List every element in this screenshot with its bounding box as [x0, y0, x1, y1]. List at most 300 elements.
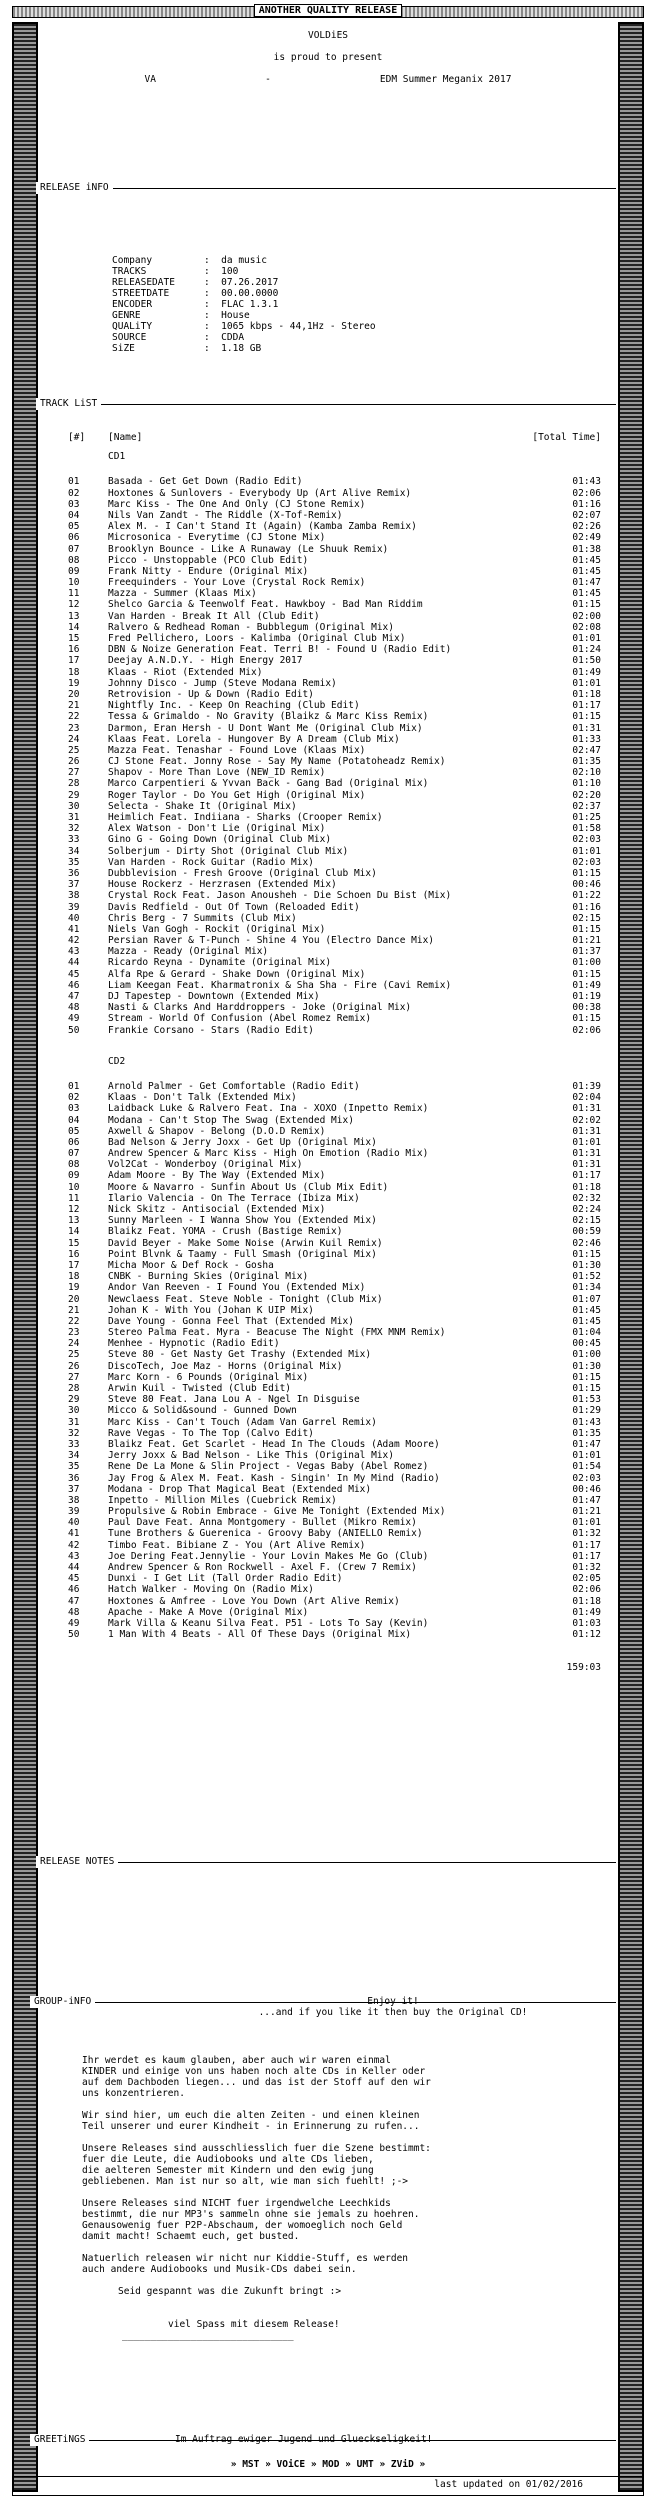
track-title: Rave Vegas - To The Top (Calvo Edit)	[108, 1427, 314, 1439]
track-number: 26	[68, 756, 80, 768]
track-title: Modana - Drop That Magical Beat (Extended Mix)	[108, 1483, 372, 1495]
track-title: Frankie Corsano - Stars (Radio Edit)	[108, 1024, 314, 1036]
track-row	[68, 1025, 601, 1036]
track-row	[68, 1282, 601, 1293]
track-title: Nils Van Zandt - The Riddle (X-Tof-Remix)	[108, 509, 343, 521]
track-title: Stereo Palma Feat. Myra - Beacuse The Night (FMX MNM Remix)	[108, 1327, 446, 1339]
track-time: 01:47	[572, 577, 601, 589]
track-title: DBN & Noize Generation Feat. Terri B! - Found U (Radio Edit)	[108, 644, 452, 656]
track-number: 43	[68, 946, 80, 958]
track-title: Point Blvnk & Taamy - Full Smash (Original Mix)	[108, 1248, 377, 1260]
track-number: 11	[68, 588, 80, 600]
track-number: 19	[68, 1282, 80, 1294]
left-pattern-column	[12, 22, 38, 2492]
track-title: Marc Korn - 6 Pounds (Original Mix)	[108, 1371, 309, 1383]
track-row	[68, 622, 601, 633]
group-info-line: gebliebenen. Man ist nur so alt, wie man sich fuehlt! ;->	[82, 2176, 409, 2187]
release-info-row: TRACKS : 100	[112, 266, 376, 277]
track-row	[68, 913, 601, 924]
track-title: Vol2Cat - Wonderboy (Original Mix)	[108, 1159, 303, 1171]
track-row	[68, 1551, 601, 1562]
track-row	[68, 1361, 601, 1372]
track-time: 02:49	[572, 532, 601, 544]
track-number: 14	[68, 1226, 80, 1238]
track-row	[68, 689, 601, 700]
release-info-key: SiZE	[112, 343, 135, 354]
track-number: 03	[68, 498, 80, 510]
total-time-row	[68, 1662, 601, 1673]
track-time: 01:45	[572, 1315, 601, 1327]
track-title: Dubblevision - Fresh Groove (Original Club Mix)	[108, 867, 377, 879]
track-time: 01:35	[572, 1427, 601, 1439]
greetings-block	[175, 2434, 596, 2445]
track-number: 37	[68, 879, 80, 891]
track-row	[68, 499, 601, 510]
release-info-value: 07.26.2017	[221, 277, 279, 288]
track-row	[68, 544, 601, 555]
track-row	[68, 1439, 601, 1450]
track-number: 34	[68, 1450, 80, 1462]
track-time: 01:30	[572, 1259, 601, 1271]
track-row	[68, 1517, 601, 1528]
track-time: 01:24	[572, 644, 601, 656]
track-title: Marc Kiss - Can't Touch (Adam Van Garrel Remix)	[108, 1416, 377, 1428]
track-title: 1 Man With 4 Beats - All Of These Days (Original Mix)	[108, 1629, 412, 1641]
track-time: 01:32	[572, 1528, 601, 1540]
track-row	[68, 957, 601, 968]
track-row	[68, 667, 601, 678]
track-title: David Beyer - Make Some Noise (Arwin Kuil Remix)	[108, 1237, 383, 1249]
track-time: 01:43	[572, 476, 601, 488]
track-row	[68, 1013, 601, 1024]
track-title: Timbo Feat. Bibiane Z - You (Art Alive Remix)	[108, 1539, 366, 1551]
track-title: Hatch Walker - Moving On (Radio Mix)	[108, 1584, 314, 1596]
track-time: 02:32	[572, 1192, 601, 1204]
track-time: 01:34	[572, 1282, 601, 1294]
track-number: 36	[68, 1472, 80, 1484]
track-time: 01:18	[572, 1181, 601, 1193]
track-number: 18	[68, 1271, 80, 1283]
track-number: 40	[68, 1517, 80, 1529]
group-info-line: Unsere Releases sind ausschliesslich fuer die Szene bestimmt:	[82, 2143, 431, 2154]
track-row	[68, 812, 601, 823]
group-info-line: KINDER und einige von uns haben noch alte CDs in Keller oder	[82, 2066, 426, 2077]
track-number: 39	[68, 1506, 80, 1518]
section-release-notes: RELEASE NOTES	[36, 1856, 118, 1868]
track-time: 00:38	[572, 1002, 601, 1014]
track-number: 47	[68, 991, 80, 1002]
track-row	[68, 476, 601, 487]
track-number: 32	[68, 1427, 80, 1439]
track-row	[68, 935, 601, 946]
track-number: 42	[68, 935, 80, 947]
track-number: 04	[68, 509, 80, 521]
track-title: Hoxtones & Sunlovers - Everybody Up (Art Alive Remix)	[108, 487, 412, 499]
track-time: 01:45	[572, 554, 601, 566]
track-row	[68, 1495, 601, 1506]
track-time: 02:10	[572, 767, 601, 779]
enjoy-block	[190, 1996, 596, 2018]
track-title: Modana - Can't Stop The Swag (Extended Mix)	[108, 1114, 354, 1126]
track-time: 02:06	[572, 1584, 601, 1596]
track-time: 01:50	[572, 655, 601, 667]
track-number: 13	[68, 1215, 80, 1227]
release-info-row: STREETDATE : 00.00.0000	[112, 288, 376, 299]
track-time: 01:15	[572, 923, 601, 935]
track-title: Tune Brothers & Guerenica - Groovy Baby (ANIELLO Remix)	[108, 1528, 423, 1540]
track-time: 02:26	[572, 521, 601, 533]
track-title: Retrovision - Up & Down (Radio Edit)	[108, 688, 314, 700]
track-number: 24	[68, 733, 80, 745]
group-info-line: Natuerlich releasen wir nicht nur Kiddie-Stuff, es werden	[82, 2253, 409, 2264]
track-title: Blaikz Feat. Get Scarlet - Head In The Clouds (Adam Moore)	[108, 1438, 440, 1450]
track-number: 35	[68, 856, 80, 868]
track-time: 02:06	[572, 1024, 601, 1036]
track-row	[68, 1126, 601, 1137]
track-row	[68, 767, 601, 778]
track-time: 01:15	[572, 1371, 601, 1383]
track-row	[68, 1484, 601, 1495]
track-number: 10	[68, 1181, 80, 1193]
track-time: 01:31	[572, 1125, 601, 1137]
track-number: 33	[68, 1438, 80, 1450]
track-title: Hoxtones & Amfree - Love You Down (Art Alive Remix)	[108, 1595, 400, 1607]
track-time: 01:37	[572, 946, 601, 958]
release-info-value: CDDA	[221, 332, 245, 343]
track-row	[68, 1596, 601, 1607]
release-info-row: RELEASEDATE : 07.26.2017	[112, 277, 376, 288]
track-number: 26	[68, 1360, 80, 1372]
track-title: Picco - Unstoppable (PCO Club Edit)	[108, 554, 309, 566]
track-title: Alex M. - I Can't Stand It (Again) (Kamba Zamba Remix)	[108, 521, 417, 533]
track-title: Menhee - Hypnotic (Radio Edit)	[108, 1338, 280, 1350]
track-title: Brooklyn Bounce - Like A Runaway (Le Shuuk Remix)	[108, 543, 389, 555]
track-number: 45	[68, 1573, 80, 1585]
track-row	[68, 644, 601, 655]
track-number: 44	[68, 1562, 80, 1573]
track-time: 00:46	[572, 1483, 601, 1495]
track-row	[68, 857, 601, 868]
track-time: 02:37	[572, 800, 601, 812]
cd1-label: CD1	[108, 451, 126, 463]
group-info-line: uns konzentrieren.	[82, 2088, 185, 2099]
track-time: 02:05	[572, 1573, 601, 1585]
release-info-key: QUALiTY	[112, 321, 153, 332]
cd2-label: CD2	[108, 1055, 126, 1067]
track-number: 21	[68, 1304, 80, 1316]
track-time: 00:46	[572, 879, 601, 891]
track-number: 08	[68, 554, 80, 566]
track-row	[68, 1182, 601, 1193]
top-banner-title: ANOTHER QUALITY RELEASE	[254, 4, 402, 17]
signature-underline: ______________________________	[122, 2330, 294, 2341]
track-time: 01:35	[572, 756, 601, 768]
group-info-line: auf dem Dachboden liegen... und das ist der Stoff auf den wir	[82, 2077, 431, 2088]
track-number: 20	[68, 1293, 80, 1305]
buy-text: ...and if you like it then buy the Original CD!	[258, 2007, 528, 2018]
track-row	[68, 1170, 601, 1181]
track-number: 06	[68, 1136, 80, 1148]
track-row	[68, 879, 601, 890]
track-title: Mazza - Ready (Original Mix)	[108, 946, 269, 958]
track-number: 38	[68, 890, 80, 902]
greetings-text: Im Auftrag ewiger Jugend und Glueckseligkeit!	[175, 2434, 433, 2445]
release-info-row: QUALiTY : 1065 kbps - 44,1Hz - Stereo	[112, 321, 376, 332]
track-row	[68, 1540, 601, 1551]
track-time: 01:38	[572, 543, 601, 555]
track-row	[68, 1338, 601, 1349]
track-row	[68, 1383, 601, 1394]
track-time: 01:33	[572, 733, 601, 745]
track-time: 01:10	[572, 778, 601, 790]
track-time: 01:17	[572, 1539, 601, 1551]
track-number: 30	[68, 800, 80, 812]
track-row	[68, 711, 601, 722]
track-title: Apache - Make A Move (Original Mix)	[108, 1606, 309, 1618]
header-total: [Total Time]	[532, 432, 601, 443]
track-number: 28	[68, 778, 80, 790]
track-row	[68, 1349, 601, 1360]
release-info-value: da music	[221, 255, 267, 266]
track-title: Rene De La Mone & Slin Project - Vegas Baby (Abel Romez)	[108, 1461, 429, 1473]
track-row	[68, 1450, 601, 1461]
track-time: 02:20	[572, 789, 601, 801]
track-time: 01:22	[572, 890, 601, 902]
release-info-row: SOURCE : CDDA	[112, 332, 376, 343]
track-time: 02:03	[572, 834, 601, 846]
track-time: 01:18	[572, 688, 601, 700]
track-number: 24	[68, 1338, 80, 1350]
track-row	[68, 778, 601, 789]
track-number: 46	[68, 979, 80, 991]
track-title: Ralvero & Redhead Roman - Bubblegum (Original Mix)	[108, 621, 394, 633]
track-number: 48	[68, 1002, 80, 1014]
track-number: 30	[68, 1405, 80, 1417]
track-row	[68, 745, 601, 756]
group-info-line: Ihr werdet es kaum glauben, aber auch wir waren einmal	[82, 2055, 391, 2066]
group-name: VOLDiES	[307, 30, 349, 41]
track-number: 14	[68, 621, 80, 633]
group-info-line: Genausowenig fuer P2P-Abschaum, der womoeglich noch Geld	[82, 2220, 403, 2231]
track-number: 03	[68, 1103, 80, 1115]
track-title: Marc Kiss - The One And Only (CJ Stone Remix)	[108, 498, 366, 510]
track-title: Chris Berg - 7 Summits (Club Mix)	[108, 912, 297, 924]
track-row	[68, 756, 601, 767]
track-time: 01:39	[572, 1080, 601, 1092]
track-time: 02:08	[572, 621, 601, 633]
header-num: [#]	[68, 432, 86, 443]
track-row	[68, 521, 601, 532]
track-number: 15	[68, 1237, 80, 1249]
track-number: 23	[68, 1327, 80, 1339]
track-title: Ricardo Reyna - Dynamite (Original Mix)	[108, 957, 332, 969]
track-number: 23	[68, 722, 80, 734]
track-title: House Rockerz - Herzrasen (Extended Mix)	[108, 879, 337, 891]
track-row	[68, 890, 601, 901]
track-row	[68, 1092, 601, 1103]
track-title: Dave Young - Gonna Feel That (Extended Mix)	[108, 1315, 354, 1327]
track-row	[68, 980, 601, 991]
track-row	[68, 1137, 601, 1148]
group-info-line: auch andere Audiobooks und Musik-CDs dabei sein.	[82, 2264, 357, 2275]
track-number: 49	[68, 1013, 80, 1025]
track-number: 42	[68, 1539, 80, 1551]
release-info-key: STREETDATE	[112, 288, 170, 299]
track-title: Frank Nitty - Endure (Original Mix)	[108, 565, 309, 577]
track-row	[68, 599, 601, 610]
track-number: 05	[68, 1125, 80, 1137]
track-time: 02:47	[572, 744, 601, 756]
track-title: Liam Keegan Feat. Kharmatronix & Sha Sha - Fire (Cavi Remix)	[108, 979, 452, 991]
group-info-line: Unsere Releases sind NICHT fuer irgendwelche Leechkids	[82, 2198, 391, 2209]
track-row	[68, 846, 601, 857]
track-time: 01:54	[572, 1461, 601, 1473]
release-title: EDM Summer Meganix 2017	[379, 74, 512, 85]
track-title: Tessa & Grimaldo - No Gravity (Blaikz & Marc Kiss Remix)	[108, 711, 429, 723]
track-time: 01:49	[572, 979, 601, 991]
track-number: 50	[68, 1024, 80, 1036]
track-time: 01:12	[572, 1629, 601, 1641]
track-row	[68, 1103, 601, 1114]
track-title: Shapov - More Than Love (NEW_ID Remix)	[108, 767, 326, 779]
release-info-value: 1.18 GB	[221, 343, 262, 354]
track-title: Klaas - Riot (Extended Mix)	[108, 666, 263, 678]
track-title: Adam Moore - By The Way (Extended Mix)	[108, 1170, 326, 1182]
track-title: Johnny Disco - Jump (Steve Modana Remix)	[108, 677, 337, 689]
track-number: 11	[68, 1192, 80, 1204]
track-title: Nick Skitz - Antisocial (Extended Mix)	[108, 1204, 326, 1215]
track-row	[68, 700, 601, 711]
track-time: 01:31	[572, 1148, 601, 1160]
track-time: 01:03	[572, 1617, 601, 1629]
track-title: Van Harden - Rock Guitar (Radio Mix)	[108, 856, 314, 868]
track-title: Fred Pellichero, Loors - Kalimba (Original Club Mix)	[108, 633, 406, 644]
release-info-key: RELEASEDATE	[112, 277, 175, 288]
track-time: 01:18	[572, 1595, 601, 1607]
track-title: Nightfly Inc. - Keep On Reaching (Club Edit)	[108, 700, 360, 712]
section-greetings: GREETiNGS	[30, 2434, 89, 2446]
track-number: 09	[68, 565, 80, 577]
track-row	[68, 1607, 601, 1618]
track-row	[68, 1260, 601, 1271]
track-time: 01:15	[572, 1248, 601, 1260]
track-title: Freequinders - Your Love (Crystal Rock Remix)	[108, 577, 366, 589]
track-time: 02:00	[572, 610, 601, 622]
track-row	[68, 1002, 601, 1013]
track-time: 02:04	[572, 1092, 601, 1104]
track-number: 48	[68, 1606, 80, 1618]
release-info-value: 1065 kbps - 44,1Hz - Stereo	[221, 321, 376, 332]
track-number: 16	[68, 644, 80, 656]
track-time: 01:15	[572, 711, 601, 723]
track-title: Joe Dering Feat.Jennylie - Your Lovin Makes Me Go (Club)	[108, 1550, 429, 1562]
track-number: 41	[68, 923, 80, 935]
track-title: Darmon, Eran Hersh - U Dont Want Me (Original Club Mix)	[108, 722, 423, 734]
track-number: 01	[68, 476, 80, 488]
track-title: Blaikz Feat. YOMA - Crush (Bastige Remix)	[108, 1226, 343, 1238]
release-info-table	[112, 255, 376, 354]
track-number: 09	[68, 1170, 80, 1182]
track-title: Johan K - With You (Johan K UIP Mix)	[108, 1304, 314, 1316]
track-row	[68, 1562, 601, 1573]
track-row	[68, 566, 601, 577]
track-title: DiscoTech, Joe Maz - Horns (Original Mix)	[108, 1360, 343, 1372]
track-time: 02:15	[572, 912, 601, 924]
track-row	[68, 723, 601, 734]
track-time: 01:21	[572, 935, 601, 947]
track-time: 01:01	[572, 1517, 601, 1529]
track-row	[68, 1428, 601, 1439]
track-title: CNBK - Burning Skies (Original Mix)	[108, 1271, 309, 1283]
track-title: Steve 80 - Get Nasty Get Trashy (Extended Mix)	[108, 1349, 372, 1361]
track-row	[68, 1226, 601, 1237]
track-title: Ilario Valencia - On The Terrace (Ibiza Mix)	[108, 1192, 360, 1204]
track-title: Klaas - Don't Talk (Extended Mix)	[108, 1092, 297, 1104]
release-info-value: 100	[221, 266, 239, 277]
track-time: 01:17	[572, 700, 601, 712]
track-time: 01:16	[572, 498, 601, 510]
track-number: 13	[68, 610, 80, 622]
track-title: DJ Tapestep - Downtown (Extended Mix)	[108, 991, 320, 1002]
track-title: Persian Raver & T-Punch - Shine 4 You (Electro Dance Mix)	[108, 935, 435, 947]
track-row	[68, 790, 601, 801]
track-time: 01:53	[572, 1394, 601, 1406]
track-time: 01:01	[572, 1136, 601, 1148]
footer-updated: last updated on 01/02/2016	[434, 2479, 583, 2490]
track-number: 25	[68, 744, 80, 756]
track-title: Dunxi - I Get Lit (Tall Order Radio Edit)	[108, 1573, 343, 1585]
release-info-key: SOURCE	[112, 332, 147, 343]
track-time: 02:03	[572, 856, 601, 868]
track-title: Van Harden - Break It All (Club Edit)	[108, 610, 320, 622]
track-number: 50	[68, 1629, 80, 1641]
track-time: 00:45	[572, 1338, 601, 1350]
track-row	[68, 801, 601, 812]
track-title: Alfa Rpe & Gerard - Shake Down (Original Mix)	[108, 968, 366, 980]
track-number: 44	[68, 957, 80, 969]
track-title: Sunny Marleen - I Wanna Show You (Extended Mix)	[108, 1215, 377, 1227]
track-time: 01:32	[572, 1562, 601, 1573]
track-row	[68, 532, 601, 543]
track-title: Basada - Get Get Down (Radio Edit)	[108, 476, 303, 488]
track-number: 07	[68, 543, 80, 555]
track-title: Arnold Palmer - Get Comfortable (Radio Edit)	[108, 1080, 360, 1092]
track-time: 01:21	[572, 1506, 601, 1518]
track-time: 01:15	[572, 599, 601, 611]
track-time: 01:17	[572, 1170, 601, 1182]
track-number: 07	[68, 1148, 80, 1160]
track-number: 31	[68, 1416, 80, 1428]
track-row	[68, 1115, 601, 1126]
group-info-line: Wir sind hier, um euch die alten Zeiten - und einen kleinen	[82, 2110, 420, 2121]
track-title: Klaas Feat. Lorela - Hungover By A Dream (Club Mix)	[108, 733, 400, 745]
track-row	[68, 1148, 601, 1159]
track-time: 01:01	[572, 1450, 601, 1462]
track-number: 12	[68, 599, 80, 611]
track-row	[68, 1473, 601, 1484]
track-time: 01:07	[572, 1293, 601, 1305]
group-info-text	[82, 2055, 616, 2341]
track-title: Solberjum - Dirty Shot (Original Club Mix)	[108, 845, 349, 857]
track-number: 25	[68, 1349, 80, 1361]
cd1-track-list	[68, 476, 601, 1035]
track-title: Laidback Luke & Ralvero Feat. Ina - XOXO (Inpetto Remix)	[108, 1103, 429, 1115]
track-title: Heimlich Feat. Indiiana - Sharks (Crooper Remix)	[108, 812, 383, 823]
track-number: 27	[68, 1371, 80, 1383]
track-title: Crystal Rock Feat. Jason Anousheh - Die Schoen Du Bist (Mix)	[108, 890, 452, 902]
track-title: Roger Taylor - Do You Get High (Original Mix)	[108, 789, 366, 801]
track-row	[68, 868, 601, 879]
